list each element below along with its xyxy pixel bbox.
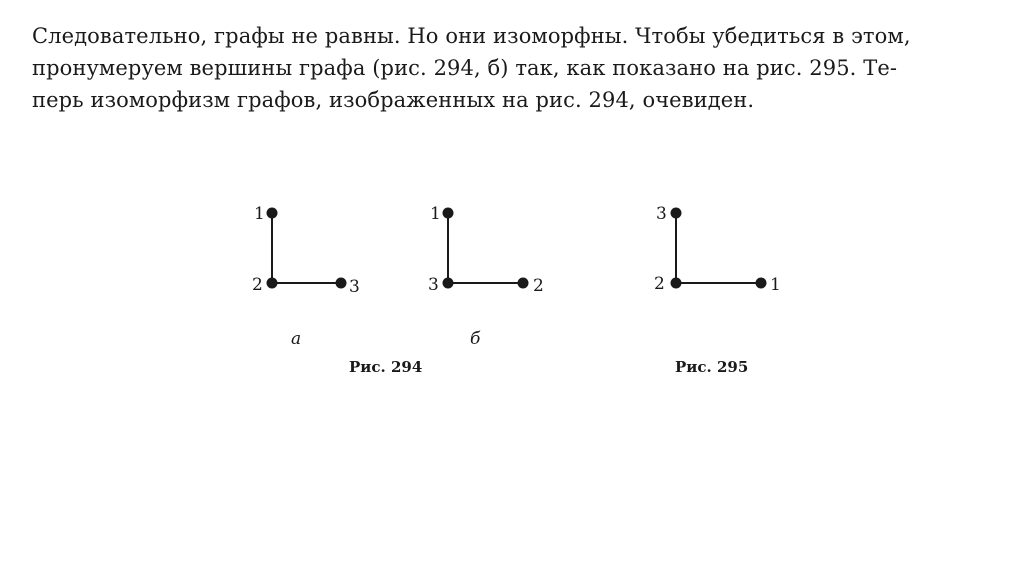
label-294b-right: 2: [533, 276, 544, 296]
vertex-294b-corner: [443, 278, 454, 289]
sublabel-294b: б: [470, 329, 481, 349]
vertex-294b-top: [443, 208, 454, 219]
caption-295: Рис. 295: [675, 358, 749, 376]
label-294a-corner: 2: [252, 275, 263, 295]
label-294b-corner: 3: [428, 275, 439, 295]
graph-294b: [428, 204, 544, 349]
label-294a-right: 3: [349, 277, 360, 297]
graph-294a: [252, 204, 360, 349]
graph-295: [654, 204, 781, 295]
caption-294: Рис. 294: [349, 358, 423, 376]
vertex-294a-top: [267, 208, 278, 219]
label-294a-top: 1: [254, 204, 265, 224]
paragraph-line-3: перь изоморфизм графов, изображенных на рис. 294, очевиден.: [32, 88, 755, 112]
vertex-294a-corner: [267, 278, 278, 289]
label-295-top: 3: [656, 204, 667, 224]
vertex-294b-right: [518, 278, 529, 289]
label-294b-top: 1: [430, 204, 441, 224]
paragraph-line-1: Следовательно, графы не равны. Но они изоморфны. Чтобы убедиться в этом,: [32, 24, 911, 48]
vertex-295-top: [671, 208, 682, 219]
sublabel-294a: а: [291, 329, 302, 349]
vertex-295-right: [756, 278, 767, 289]
label-295-corner: 2: [654, 274, 665, 294]
vertex-295-corner: [671, 278, 682, 289]
label-295-right: 1: [770, 275, 781, 295]
vertex-294a-right: [336, 278, 347, 289]
paragraph-line-2: пронумеруем вершины графа (рис. 294, б) так, как показано на рис. 295. Те-: [32, 56, 898, 80]
